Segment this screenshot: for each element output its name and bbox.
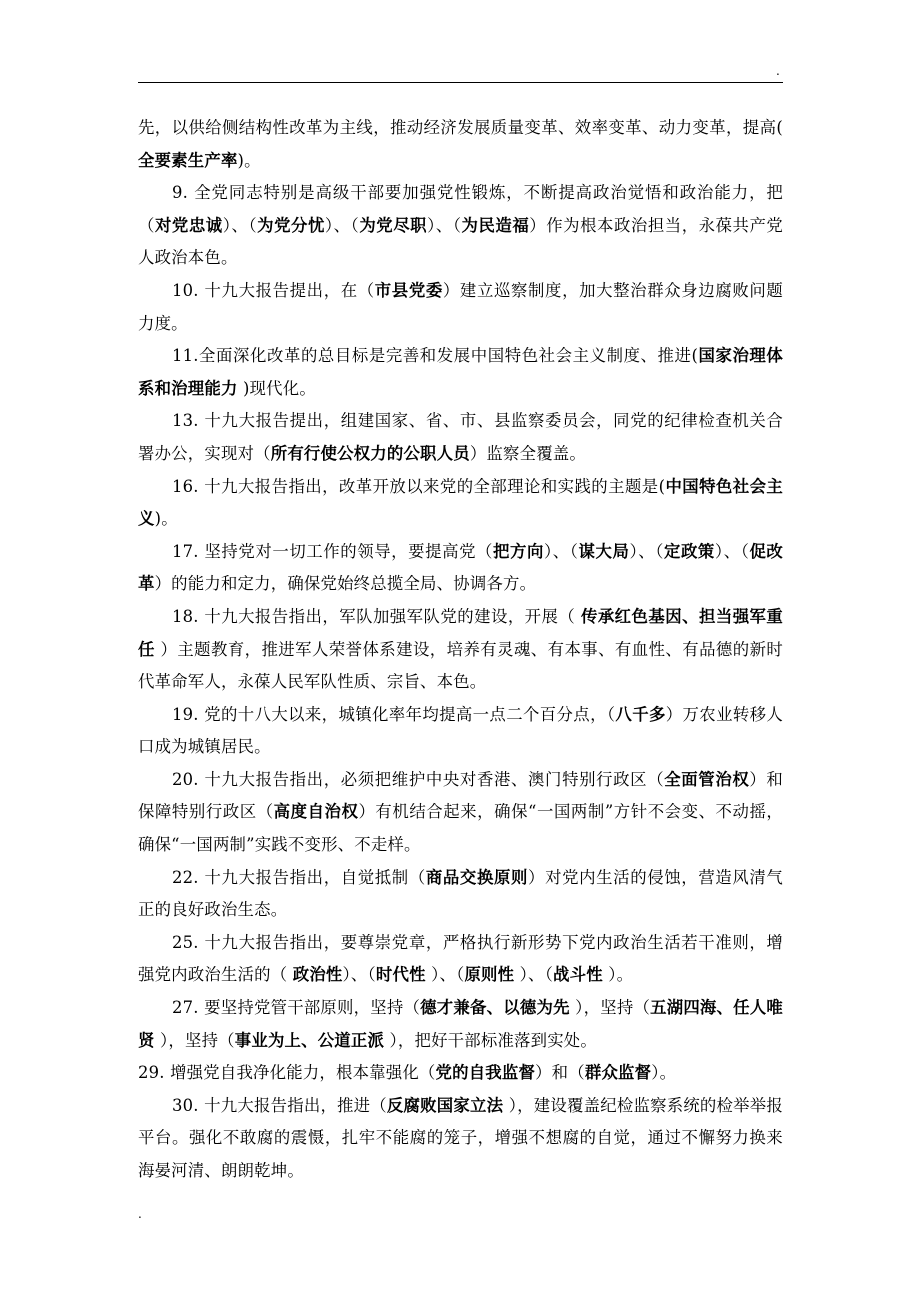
answer-text: 八千多 — [615, 704, 666, 724]
answer-text: 市县党委 — [374, 280, 443, 300]
answer-text: 谋大局 — [578, 541, 630, 561]
question-text: ）和保障特别行政区（ — [138, 769, 783, 822]
question-paragraph — [138, 1057, 783, 1090]
header-mark: . — [776, 64, 780, 78]
answer-text: 战斗性 — [553, 965, 603, 985]
question-text: )。 — [154, 509, 178, 529]
question-text: 10. 十九大报告提出，在（ — [172, 280, 375, 300]
question-text: ）、（ — [514, 965, 554, 985]
question-text: 13. 十九大报告提出，组建国家、省、市、县监察委员会，同党的纪律检查机关合署办公，实现对（ — [138, 411, 783, 463]
question-text: ）、（ — [543, 541, 579, 561]
answer-text: 事业为上、公道正派 — [234, 1030, 385, 1050]
question-text: )现代化。 — [237, 378, 316, 398]
question-paragraph — [138, 405, 783, 470]
answer-text: 对党忠诚 — [154, 215, 223, 235]
question-text: ）建立巡察制度，加大整治群众身边腐败问题力度。 — [138, 280, 783, 333]
question-paragraph — [138, 992, 783, 1057]
answer-text: 为民造福 — [461, 215, 530, 235]
question-text: )。 — [237, 150, 261, 170]
question-text: ），坚持（ — [154, 1030, 235, 1050]
question-paragraph — [138, 340, 783, 405]
question-paragraph — [138, 764, 783, 862]
answer-text: 五湖四海、任人唯贤 — [138, 998, 783, 1050]
answer-text: 高度自治权 — [273, 802, 359, 822]
question-text: ）主题教育，推进军人荣誉体系建设，培养有灵魂、有本事、有血性、有品德的新时代革命军人，永葆人民军队性质、宗旨、本色。 — [138, 639, 784, 692]
question-text: ），坚持（ — [569, 998, 651, 1018]
question-paragraph — [138, 112, 783, 177]
question-paragraph — [138, 927, 783, 992]
question-text: ）对党内生活的侵蚀，营造风清气正的良好政治生态。 — [138, 867, 784, 920]
header-rule — [138, 82, 783, 83]
question-text: ）万农业转移人口成为城镇居民。 — [138, 704, 783, 757]
document-body — [138, 112, 783, 1188]
question-text: 18. 十九大报告指出，军队加强军队党的建设，开展（ — [172, 606, 581, 626]
question-paragraph — [138, 275, 783, 340]
question-text: ）。 — [651, 1063, 677, 1083]
question-text: ）、（ — [714, 541, 750, 561]
answer-text: 德才兼备、以德为先 — [420, 998, 570, 1018]
question-text: ）有机结合起来，确保“一国两制”方针不会变、不动摇，确保“一国两制”实践不变形、不走样。 — [138, 802, 783, 855]
question-text: 29. 增强党自我净化能力，根本靠强化（ — [138, 1063, 436, 1083]
question-text: ）、（ — [342, 965, 376, 985]
question-text: ）监察全覆盖。 — [469, 443, 586, 463]
answer-text: 促改革 — [138, 541, 784, 594]
question-paragraph — [138, 601, 783, 699]
answer-text: 传承红色基因、担当强军重任 — [138, 606, 784, 659]
answer-text: 为党分忧 — [257, 215, 325, 235]
answer-text: 全面管治权 — [664, 769, 750, 789]
question-text: ），建设覆盖纪检监察系统的检举举报平台。强化不敢腐的震慑，扎牢不能腐的笼子，增强不想腐的自觉，通过不懈努力换来海晏河清、朗朗乾坤。 — [138, 1095, 784, 1180]
answer-text: 政治性 — [292, 965, 343, 985]
question-text: 19. 党的十八大以来，城镇化率年均提高一点二个百分点，（ — [172, 704, 616, 724]
question-paragraph — [138, 177, 783, 275]
answer-text: 原则性 — [464, 965, 515, 985]
answer-text: 群众监督 — [584, 1063, 652, 1083]
answer-text: 定政策 — [663, 541, 715, 561]
question-text: ）、（ — [427, 215, 462, 235]
question-text: ），把好干部标准落到实处。 — [384, 1030, 597, 1050]
question-text: 20. 十九大报告指出，必须把维护中央对香港、澳门特别行政区（ — [172, 769, 665, 789]
answer-text: 国家治理体系和治理能力 — [138, 346, 783, 398]
question-text: 先，以供给侧结构性改革为主线，推动经济发展质量变革、效率变革、动力变革，提高( — [138, 118, 783, 137]
question-text: ）和（ — [535, 1063, 585, 1083]
question-paragraph — [138, 471, 783, 536]
question-text: 11.全面深化改革的总目标是完善和发展中国特色社会主义制度、推进( — [172, 346, 699, 366]
question-paragraph — [138, 1090, 783, 1188]
question-text: 25. 十九大报告指出，要尊崇党章，严格执行新形势下党内政治生活若干准则，增强党内政治生活的（ — [138, 932, 783, 985]
question-text: ）、（ — [324, 215, 360, 235]
question-text: ）、（ — [425, 965, 465, 985]
question-paragraph — [138, 699, 783, 764]
question-text: ）。 — [602, 965, 634, 985]
question-text: 27. 要坚持党管干部原则，坚持（ — [172, 998, 421, 1018]
footer-mark: . — [138, 1207, 142, 1221]
answer-text: 反腐败国家立法 — [386, 1095, 504, 1115]
answer-text: 商品交换原则 — [425, 867, 529, 887]
answer-text: 中国特色社会主义 — [138, 476, 783, 529]
answer-text: 党的自我监督 — [435, 1063, 536, 1083]
question-text: ）作为根本政治担当，永葆共产党人政治本色。 — [138, 215, 784, 268]
question-text: 9. 全党同志特别是高级干部要加强党性锻炼，不断提高政治觉悟和政治能力，把（ — [138, 183, 783, 235]
question-text: 22. 十九大报告指出，自觉抵制（ — [172, 867, 426, 887]
question-paragraph — [138, 536, 783, 601]
question-text: ）、（ — [222, 215, 258, 235]
question-text: 30. 十九大报告指出，推进（ — [172, 1095, 387, 1115]
question-text: ）的能力和定力，确保党始终总揽全局、协调各方。 — [154, 574, 537, 594]
answer-text: 所有行使公权力的公职人员 — [270, 443, 470, 463]
answer-text: 时代性 — [375, 965, 426, 985]
question-paragraph — [138, 862, 783, 927]
answer-text: 为党尽职 — [359, 215, 428, 235]
question-text: 16. 十九大报告指出，改革开放以来党的全部理论和实践的主题是( — [172, 476, 666, 496]
answer-text: 全要素生产率 — [138, 150, 238, 170]
question-text: 17. 坚持党对一切工作的领导，要提高党（ — [172, 541, 494, 561]
answer-text: 把方向 — [493, 541, 544, 561]
question-text: ）、（ — [629, 541, 664, 561]
